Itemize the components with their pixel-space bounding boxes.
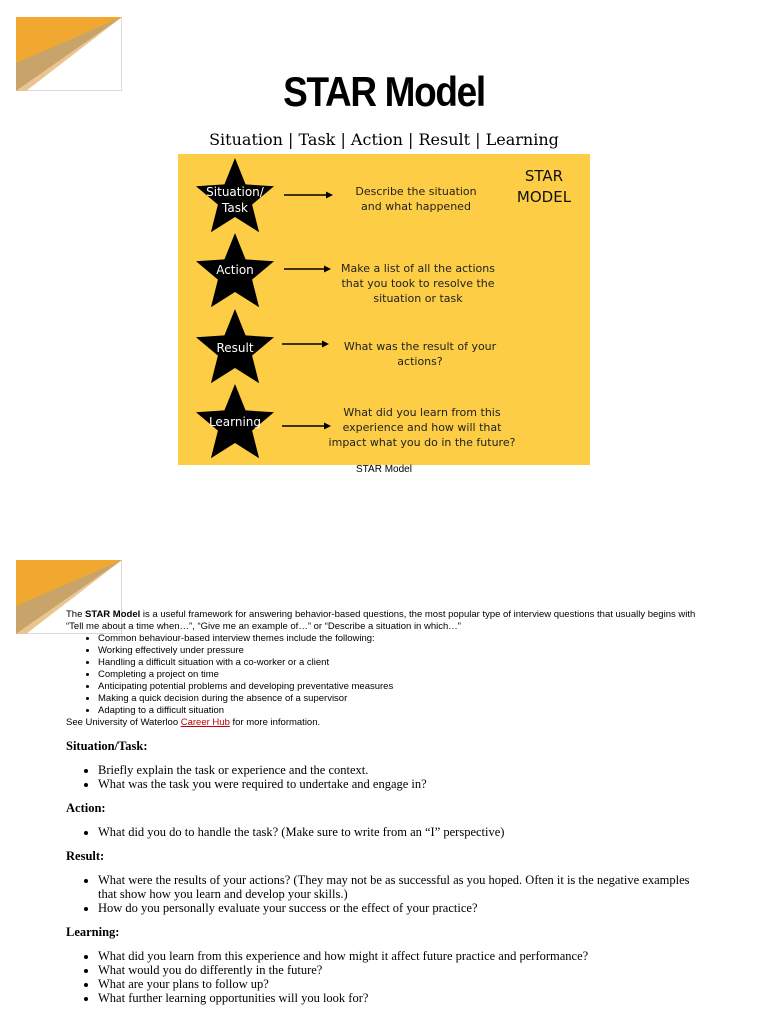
section-list-result [66, 873, 706, 915]
star-sections [66, 739, 706, 1015]
list-item: • What further learning opportunities will you look for? [98, 991, 706, 1005]
list-item: • Handling a difficult situation with a co-worker or a client [98, 657, 706, 669]
section-list-action [66, 825, 706, 839]
list-item: • Adapting to a difficult situation [98, 705, 706, 717]
step-description-action: Make a list of all the actions that you took to resolve the situation or task [341, 262, 495, 305]
intro-paragraph: The STAR Model is a useful framework for answering behavior-based questions, the most popular type of interview questions that usually begins with “Tell me about a time when…”, “Give me an example of…” or “Describe a situation in which…” [66, 609, 696, 632]
list-item: • Completing a project on time [98, 669, 706, 681]
section-list-situation-task [66, 763, 706, 791]
section-list-learning [66, 949, 706, 1005]
step-label-result: Result [216, 341, 254, 355]
step-description-learning: What did you learn from this experience and how will that impact what you do in the future? [328, 406, 516, 449]
list-item: • What would you do differently in the future? [98, 963, 706, 977]
list-item: • Working effectively under pressure [98, 645, 706, 657]
step-label-situation-task: Situation/ Task [206, 185, 264, 215]
figure-caption: STAR Model [356, 464, 412, 475]
list-item: • Common behaviour-based interview themes include the following: [98, 633, 706, 645]
graphic-title [508, 166, 580, 208]
section-heading-action: Action: [66, 801, 106, 815]
career-hub-link[interactable]: Career Hub [180, 717, 230, 728]
section-heading-situation-task: Situation/Task: [66, 739, 148, 753]
graphic-title-line: STAR [524, 167, 564, 185]
section-heading-learning: Learning: [66, 925, 120, 939]
interview-themes-list [66, 633, 706, 717]
list-item: • How do you personally evaluate your success or the effect of your practice? [98, 901, 706, 915]
list-item: • Anticipating potential problems and developing preventative measures [98, 681, 706, 693]
step-description-situation-task: Describe the situation and what happened [355, 185, 477, 213]
list-item: • What were the results of your actions? (They may not be as successful as you hoped. Often it is the negative examples that show how you learn and develop your skills.) [98, 873, 706, 901]
intro-bold-term: STAR Model [85, 609, 141, 620]
see-more-line: See University of Waterloo Career Hub for more information. [66, 717, 321, 728]
list-item: • What was the task you were required to undertake and engage in? [98, 777, 706, 791]
list-item: • Making a quick decision during the absence of a supervisor [98, 693, 706, 705]
list-item: • Briefly explain the task or experience and the context. [98, 763, 706, 777]
list-item: • What are your plans to follow up? [98, 977, 706, 991]
section-heading-result: Result: [66, 849, 105, 863]
list-item: • What did you do to handle the task? (Make sure to write from an “I” perspective) [98, 825, 706, 839]
step-description-result: What was the result of your actions? [343, 340, 497, 368]
star-model-graphic [178, 154, 590, 465]
page-subtitle: Situation | Task | Action | Result | Learning [209, 130, 559, 149]
step-label-action: Action [216, 263, 254, 277]
graphic-title-line: MODEL [516, 188, 572, 206]
page-title: STAR Model [283, 68, 485, 115]
list-item: • What did you learn from this experience and how might it affect future practice and performance? [98, 949, 706, 963]
step-label-learning: Learning [208, 415, 262, 429]
intro-block [66, 609, 706, 729]
